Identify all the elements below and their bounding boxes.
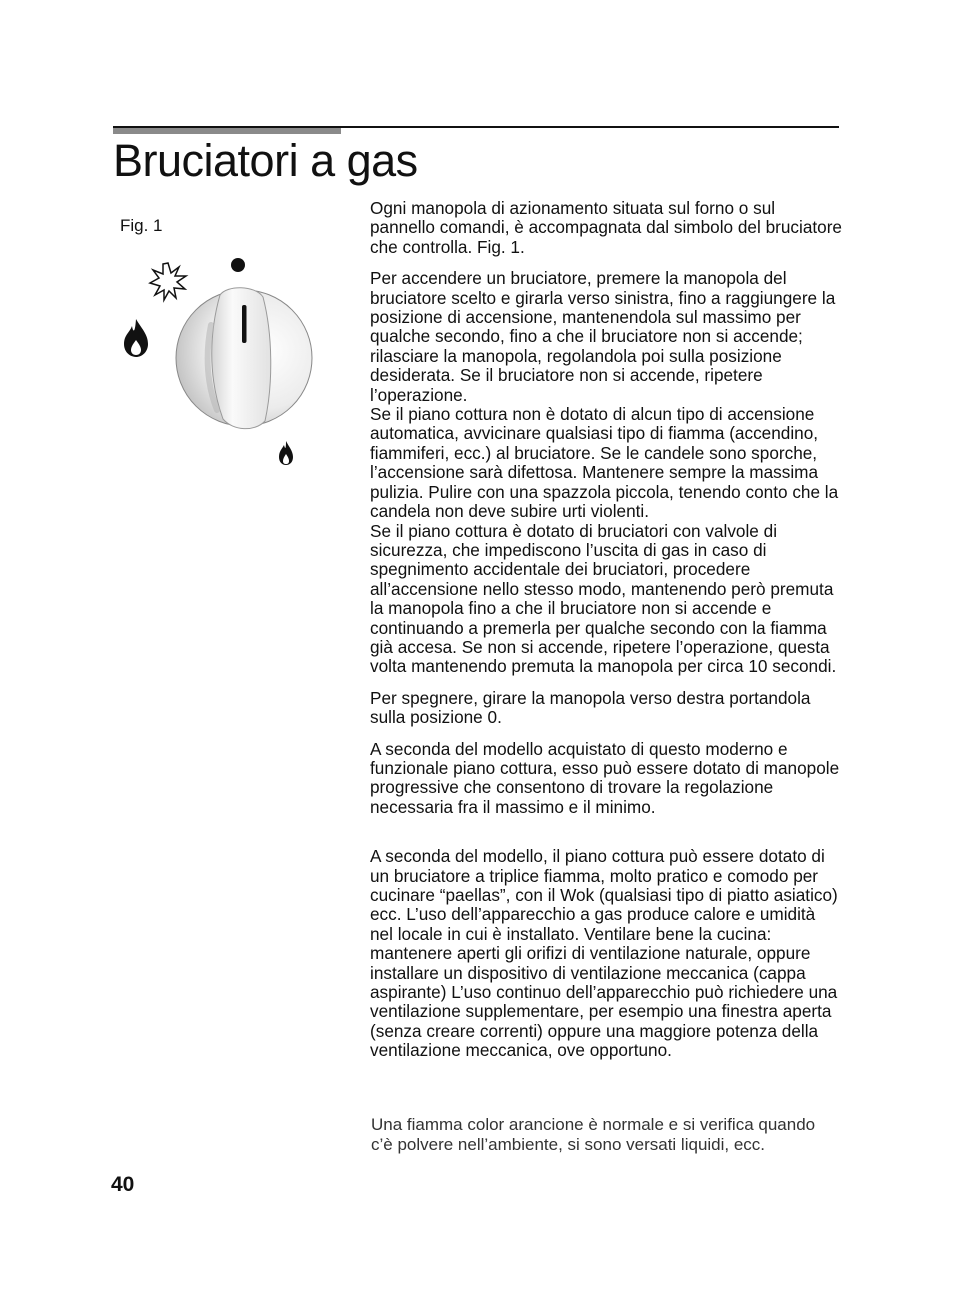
large-flame-icon	[124, 319, 148, 357]
body-text	[370, 199, 842, 1061]
spark-icon	[150, 263, 186, 300]
paragraph: Per accendere un bruciatore, premere la manopola del bruciatore scelto e girarla verso sinistra, fino a raggiungere la posizione di accensione, mantenendola sul massimo per qualche secondo, fino a che il bruciatore non si accende; rilasciare la manopola, regolandola poi sulla posizione desiderata. Se il bruciatore non si accende, ripetere l’operazione.	[370, 268, 836, 405]
knob-icon	[176, 288, 312, 429]
paragraph: Per spegnere, girare la manopola verso destra portandola sulla posizione 0.	[370, 687, 811, 728]
paragraph: Ogni manopola di azionamento situata sul forno o sul pannello comandi, è accompagnata dal simbolo del bruciatore che controlla. Fig. 1.	[370, 198, 842, 257]
page-title: Bruciatori a gas	[113, 135, 418, 186]
paragraph: A seconda del modello, il piano cottura può essere dotato di un bruciatore a triplice fiamma, molto pratico e comodo per cucinare “paellas”, con il Wok (qualsiasi tipo di piatto asiatico) ecc. L’uso dell’apparecchio a gas produce calore e umidità nel locale in cui è installato. Ventilare bene la cucina: mantenere aperti gli orifizi di ventilazione naturale, oppure installare un dispositivo di ventilazione meccanica (cappa aspirante) L’uso continuo dell’apparecchio può richiedere una ventilazione supplementare, per esempio una finestra aperta (senza creare correnti) oppure una maggiore potenza della ventilazione meccanica, ove opportuno.	[370, 846, 838, 1061]
figure-label: Fig. 1	[120, 216, 163, 235]
dot-icon	[231, 258, 245, 272]
paragraph: Se il piano cottura è dotato di bruciatori con valvole di sicurezza, che impediscono l’uscita di gas in caso di spegnimento accidentale dei bruciatori, procedere all’accensione nello stesso modo, mantenendo però premuta la manopola fino a che il bruciatore non si accende e continuando a premerla per qualche secondo con la fiamma già accesa. Se non si accende, ripetere l’operazione, questa volta mantenendo premuta la manopola per circa 10 secondi.	[370, 520, 837, 677]
header-accent-bar	[113, 128, 341, 134]
paragraph: A seconda del modello acquistato di questo moderno e funzionale piano cottura, esso può essere dotato di manopole progressive che consentono di trovare la regolazione necessaria fra il massimo e il minimo.	[370, 738, 840, 817]
small-flame-icon	[279, 441, 293, 465]
note-text: Una fiamma color arancione è normale e si verifica quando c’è polvere nell’ambiente, si sono versati liquidi, ecc.	[371, 1115, 816, 1154]
paragraph: Se il piano cottura non è dotato di alcun tipo di accensione automatica, avvicinare qualsiasi tipo di fiamma (accendino, fiammiferi, ecc.) al bruciatore. Se le candele sono sporche, l’accensione sarà difettosa. Mantenere sempre la massima pulizia. Pulire con una spazzola piccola, tenendo conto che la candela non deve subire urti violenti.	[370, 404, 839, 522]
burner-knob-figure	[115, 245, 315, 475]
page-number: 40	[111, 1173, 135, 1196]
